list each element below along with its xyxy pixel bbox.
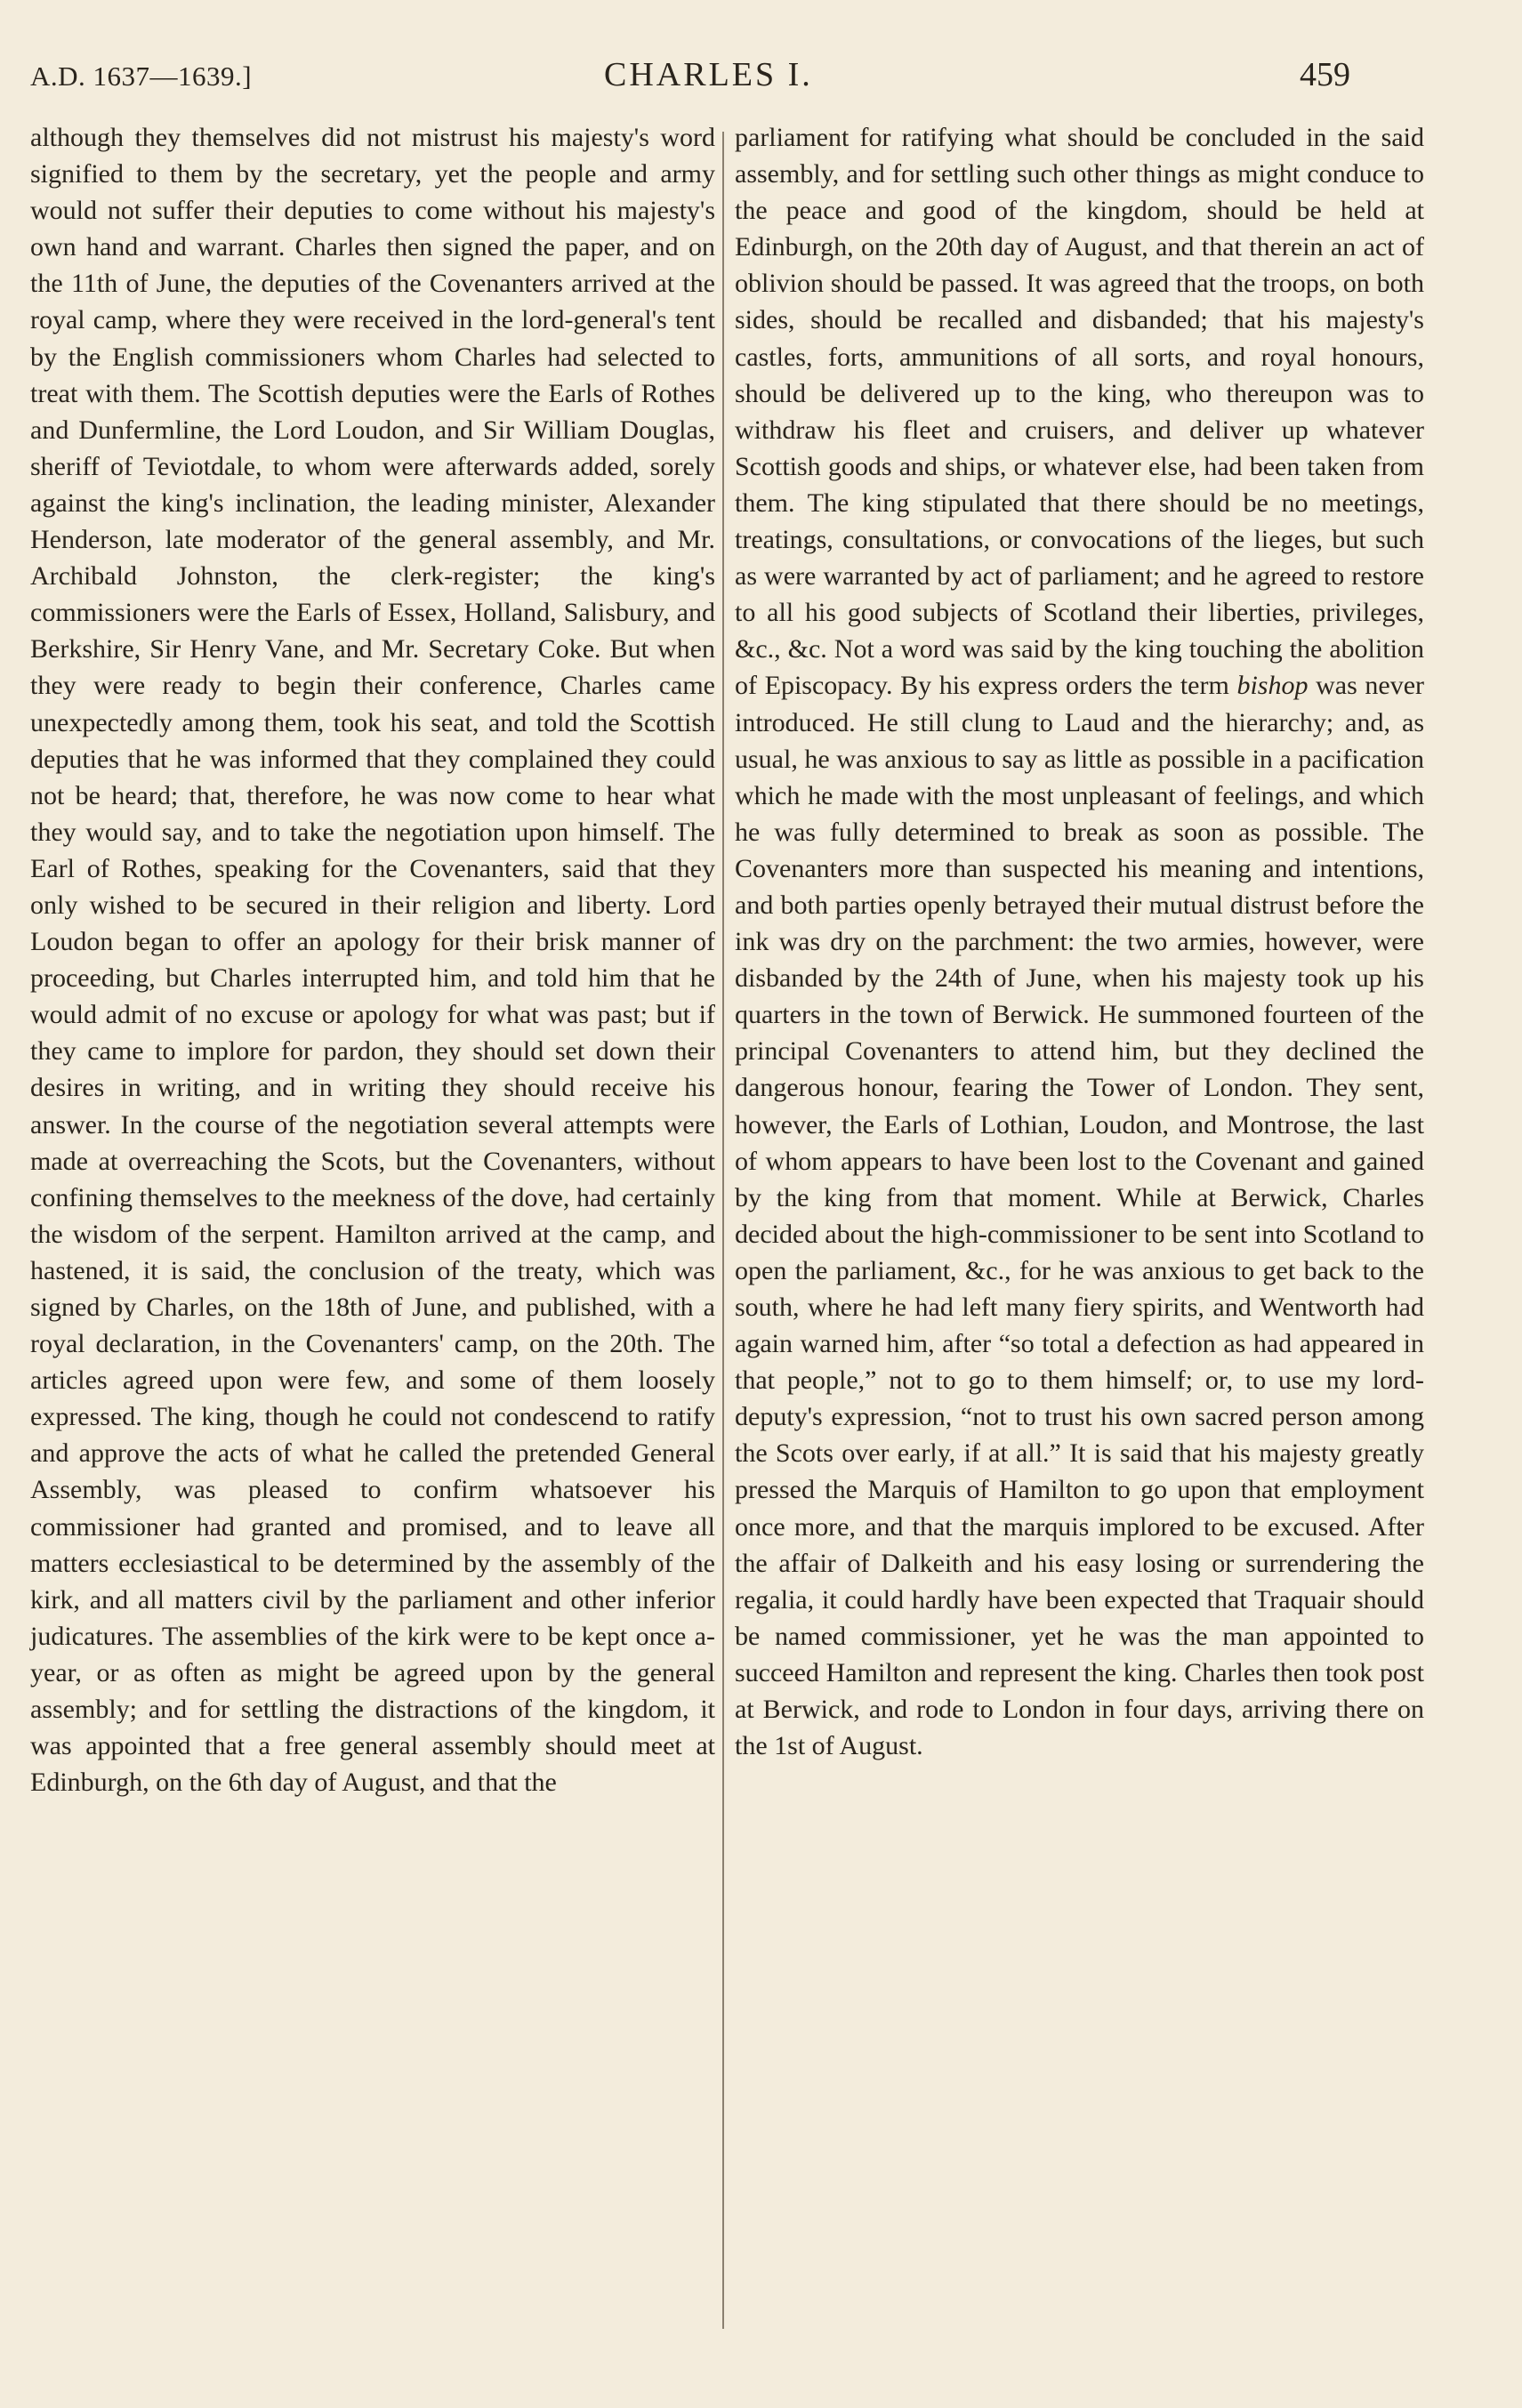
page-number: 459 <box>1300 56 1350 93</box>
right-text-part-2: was never introduced. He still clung to Laud and the hierarchy; and, as usual, he was anxious to say as little as possible in a pacification which he made with the most unpleasant of feelings, and which he was fully determined to break as soon as possible. The Covenanters more than suspected his meaning and intentions, and both parties openly betrayed their mutual distrust before the ink was dry on the parchment: the two armies, however, were disbanded by the 24th of June, when his majesty took up his quarters in the town of Berwick. He summoned fourteen of the principal Covenanters to attend him, but they declined the dangerous honour, fearing the Tower of London. They sent, however, the Earls of Lothian, Loudon, and Montrose, the last of whom appears to have been lost to the Covenant and gained by the king from that moment. While at Berwick, Charles decided about the high-commissioner to be sent into Scotland to open the parliament, &c., for he was anxious to get back to the south, where he had left many fiery spirits, and Wentworth had again warned him, after “so total a defection as had appeared in that people,” not to go to them himself; or, to use my lord-deputy's expression, “not to trust his own sacred person among the Scots over early, if at all.” It is said that his majesty greatly pressed the Marquis of Hamilton to go upon that employment once more, and that the marquis implored to be excused. After the affair of Dalkeith and his easy losing or surrendering the regalia, it could hardly have been expected that Traquair should be named commissioner, yet he was the man appointed to succeed Hamilton and represent the king. Charles then took post at Berwick, and rode to London in four days, arriving there on the 1st of August. <box>735 671 1425 1761</box>
left-column <box>30 119 715 1800</box>
column-divider <box>722 132 724 2329</box>
right-column-paragraph <box>735 119 1424 1764</box>
italic-term: bishop <box>1236 671 1309 701</box>
left-column-text: although they themselves did not mistrust his majesty's word signified to them by the secretary, yet the people and army would not suffer their deputies to come without his majesty's own hand and warrant. Charles then signed the paper, and on the 11th of June, the deputies of the Covenanters arrived at the royal camp, where they were received in the lord-general's tent by the English commissioners whom Charles had selected to treat with them. The Scottish deputies were the Earls of Rothes and Dunfermline, the Lord Loudon, and Sir William Douglas, sheriff of Teviotdale, to whom were afterwards added, sorely against the king's inclination, the leading minister, Alexander Henderson, late moderator of the general assembly, and Mr. Archibald Johnston, the clerk-register; the king's commissioners were the Earls of Essex, Holland, Salisbury, and Berkshire, Sir Henry Vane, and Mr. Secretary Coke. But when they were ready to begin their conference, Charles came unexpectedly among them, took his seat, and told the Scottish deputies that he was informed that they complained they could not be heard; that, therefore, he was now come to hear what they would say, and to take the negotiation upon himself. The Earl of Rothes, speaking for the Covenanters, said that they only wished to be secured in their religion and liberty. Lord Loudon began to offer an apology for their brisk manner of proceeding, but Charles interrupted him, and told him that he would admit of no excuse or apology for what was past; but if they came to implore for pardon, they should set down their desires in writing, and in writing they should receive his answer. In the course of the negotiation several attempts were made at overreaching the Scots, but the Covenanters, without confining themselves to the meekness of the dove, had certainly the wisdom of the serpent. Hamilton arrived at the camp, and hastened, it is said, the conclusion of the treaty, which was signed by Charles, on the 18th of June, and published, with a royal declaration, in the Covenanters' camp, on the 20th. The articles agreed upon were few, and some of them loosely expressed. The king, though he could not condescend to ratify and approve the acts of what he called the pretended General Assembly, was pleased to confirm whatsoever his commissioner had granted and promised, and to leave all matters ecclesiastical to be determined by the assembly of the kirk, and all matters civil by the parliament and other inferior judicatures. The assemblies of the kirk were to be kept once a-year, or as often as might be agreed upon by the general assembly; and for settling the distractions of the kingdom, it was appointed that a free general assembly should meet at Edinburgh, on the 6th day of August, and that the <box>30 123 715 1798</box>
header-title: CHARLES I. <box>604 56 813 93</box>
header-years: A.D. 1637—1639.] <box>30 60 253 92</box>
right-text-part-1: parliament for ratifying what should be concluded in the said assembly, and for settling such other things as might conduce to the peace and good of the kingdom, should be held at Edinburgh, on the 20th day of August, and that therein an act of oblivion should be passed. It was agreed that the troops, on both sides, should be recalled and disbanded; that his majesty's castles, forts, ammunitions of all sorts, and royal honours, should be delivered up to the king, who thereupon was to withdraw his fleet and cruisers, and deliver up whatever Scottish goods and ships, or whatever else, had been taken from them. The king stipulated that there should be no meetings, treatings, consultations, or convocations of the lieges, but such as were warranted by act of parliament; and he agreed to restore to all his good subjects of Scotland their liberties, privileges, &c., &c. Not a word was said by the king touching the abolition of Episcopacy. By his express orders the term <box>735 123 1424 701</box>
running-header <box>30 55 1365 100</box>
right-column <box>735 119 1424 1764</box>
